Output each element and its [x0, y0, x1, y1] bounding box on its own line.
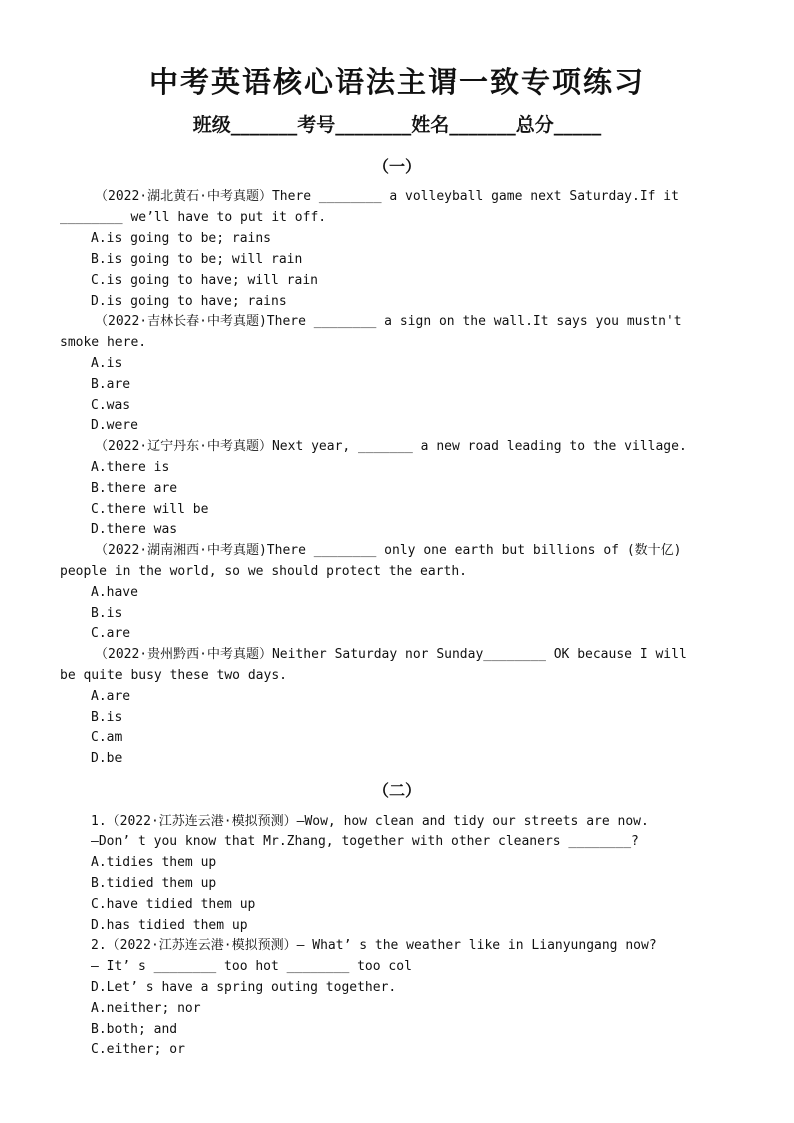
- answer-option: D.is going to have; rains: [91, 294, 287, 309]
- answer-option: A.neither; nor: [91, 1001, 201, 1016]
- answer-option: A.have: [91, 585, 138, 600]
- answer-option: A.there is: [91, 460, 170, 475]
- page-title: 中考英语核心语法主谓一致专项练习: [148, 65, 645, 99]
- question-stem: （2022·湖北黄石·中考真题）There ________ a volleyball game next Saturday.If it: [95, 189, 679, 204]
- answer-option: A.tidies them up: [91, 855, 217, 870]
- answer-option: A.is: [91, 356, 123, 371]
- answer-option: B.is: [91, 710, 123, 725]
- answer-option: D.be: [91, 751, 123, 766]
- answer-option: B.are: [91, 377, 131, 392]
- answer-option: A.are: [91, 689, 131, 704]
- answer-option: D.were: [91, 418, 138, 433]
- question-stem-continued: — It’ s ________ too hot ________ too col: [91, 959, 412, 974]
- answer-option: D.has tidied them up: [91, 918, 248, 933]
- question-stem: （2022·贵州黔西·中考真题）Neither Saturday nor Sunday________ OK because I will: [95, 647, 687, 662]
- question-stem-continued: ________ we’ll have to put it off.: [60, 210, 327, 225]
- answer-option: C.was: [91, 398, 131, 413]
- answer-option: C.am: [91, 730, 123, 745]
- answer-option: C.either; or: [91, 1042, 185, 1057]
- question-stem-continued: people in the world, so we should protect the earth.: [60, 564, 467, 579]
- question-stem: 1.（2022·江苏连云港·模拟预测）—Wow, how clean and tidy our streets are now.: [91, 814, 649, 829]
- question-stem-continued: —Don’ t you know that Mr.Zhang, together with other cleaners ________?: [91, 834, 639, 849]
- question-stem: （2022·吉林长春·中考真题)There ________ a sign on the wall.It says you mustn't: [95, 314, 682, 329]
- section-heading-1: （一）: [372, 157, 421, 176]
- answer-option: B.there are: [91, 481, 178, 496]
- answer-option: A.is going to be; rains: [91, 231, 272, 246]
- question-stem-continued: be quite busy these two days.: [60, 668, 287, 683]
- answer-option: D.there was: [91, 522, 178, 537]
- question-stem: （2022·湖南湘西·中考真题)There ________ only one earth but billions of (数十亿): [95, 543, 682, 558]
- answer-option: C.are: [91, 626, 131, 641]
- answer-option: B.both; and: [91, 1022, 178, 1037]
- answer-option: B.is going to be; will rain: [91, 252, 303, 267]
- answer-option: B.tidied them up: [91, 876, 217, 891]
- section-heading-2: （二）: [372, 781, 421, 800]
- answer-option: C.have tidied them up: [91, 897, 256, 912]
- student-info-line: 班级_______考号________姓名_______总分_____: [192, 114, 602, 136]
- question-stem-continued: smoke here.: [60, 335, 147, 350]
- question-stem: （2022·辽宁丹东·中考真题）Next year, _______ a new road leading to the village.: [95, 439, 687, 454]
- question-stem: 2.（2022·江苏连云港·模拟预测）— What’ s the weather like in Lianyungang now?: [91, 938, 657, 953]
- question-stem-continued: D.Let’ s have a spring outing together.: [91, 980, 397, 995]
- answer-option: C.there will be: [91, 502, 209, 517]
- answer-option: B.is: [91, 606, 123, 621]
- answer-option: C.is going to have; will rain: [91, 273, 318, 288]
